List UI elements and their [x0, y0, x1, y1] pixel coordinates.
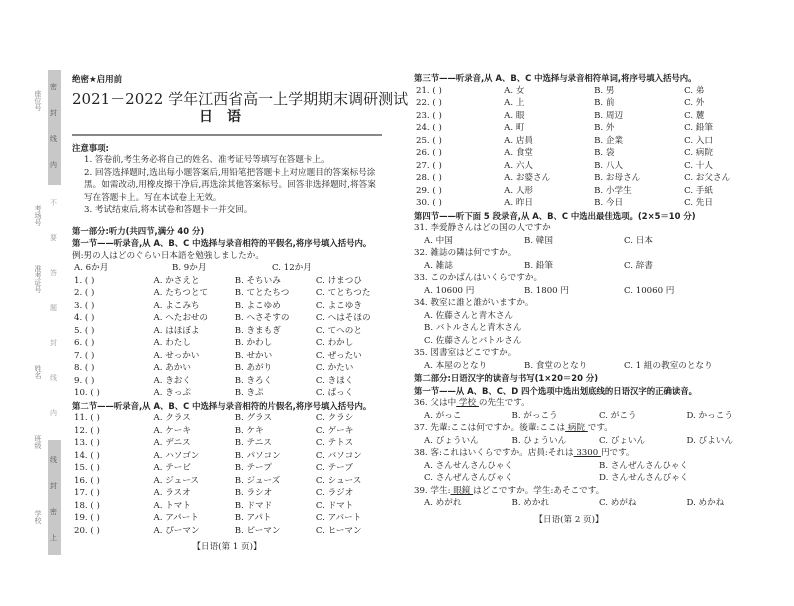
spacer: [72, 217, 397, 225]
question-number: 18. ( ): [74, 500, 100, 511]
option: C. テトス: [315, 438, 354, 448]
option: B. テープ: [234, 463, 272, 473]
option: C. 辞書: [624, 260, 653, 271]
question-number: 22. ( ): [416, 98, 442, 108]
option: B. アパト: [234, 513, 272, 523]
question-row: [414, 160, 774, 173]
question-number: 10. ( ): [74, 388, 100, 398]
option: C. 麓: [684, 110, 705, 121]
option: C. 先日: [684, 198, 713, 208]
question-text: [414, 422, 774, 435]
option: D. めかね: [686, 498, 725, 508]
exam-title: 2021－2022 学年江西省高一上学期期末调研测试: [72, 89, 409, 108]
exam-subject: 日语: [199, 108, 255, 125]
option: B. グラス: [234, 413, 272, 423]
option: B. めかれ: [511, 498, 550, 508]
underlined-word: 病院: [565, 423, 588, 433]
option: B. てとたちつ: [234, 288, 290, 298]
question-row: [414, 135, 774, 148]
question-text: 32. 雑誌の隣は何ですか。: [414, 248, 517, 258]
underlined-word: 学校: [456, 398, 479, 408]
margin-char: 不: [50, 199, 57, 207]
option: A. へたおせの: [153, 313, 208, 323]
option: B. きろく: [234, 375, 273, 386]
question-row: [414, 110, 774, 123]
option: A. 店員: [504, 135, 534, 146]
question-number: 1. ( ): [74, 275, 95, 286]
question-text: [414, 397, 774, 410]
options-row: [414, 435, 774, 448]
option: C. びょいん: [599, 435, 646, 446]
notice-title: 注意事项:: [72, 142, 109, 153]
question-row: [414, 147, 774, 160]
option: C. 弟: [684, 85, 705, 96]
option: B. ドマド: [234, 500, 273, 511]
option: A. あかい: [153, 363, 191, 373]
option: C. ゲーキ: [315, 425, 354, 436]
seal-char: 内: [50, 161, 57, 169]
options-row: [414, 410, 774, 423]
options-row: [414, 460, 774, 473]
option: B. あがり: [234, 363, 273, 373]
margin-char: 内: [50, 409, 57, 417]
option: A. ラスオ: [153, 488, 191, 498]
option: B. さんぜんさんひゃく: [599, 460, 689, 471]
option: B. 外: [594, 123, 615, 133]
option: B. バトルさんと青木さん: [424, 323, 522, 333]
option: A. きおく: [153, 375, 191, 386]
margin-char: 题: [50, 304, 57, 312]
underlined-word: 3300: [573, 448, 601, 458]
option: B. きぷ: [234, 388, 264, 398]
option: A. 佐藤さんと青木さん: [424, 310, 514, 321]
margin-field-label: 考场号: [34, 205, 42, 226]
section-title: 第三节——听录音,从 A、B、C 中选择与录音相符单词,将序号填入括号内。: [414, 73, 697, 83]
seal-char: 线: [50, 135, 57, 143]
option: A. せっかい: [153, 350, 200, 361]
question-number: 6. ( ): [74, 338, 95, 348]
question-row: [72, 462, 397, 475]
option: C. よこゆき: [315, 300, 362, 311]
margin-field-label: 班级: [34, 435, 42, 449]
option: A. トマト: [153, 500, 191, 511]
question-number: 24. ( ): [416, 123, 442, 133]
margin-field-label: 准考证号: [34, 265, 42, 293]
option: A. ぴーマン: [153, 525, 200, 536]
option: A. 上: [504, 98, 525, 108]
option: A. 食堂: [504, 148, 534, 158]
seal-char: 密: [50, 508, 57, 516]
question-row: [414, 172, 774, 185]
option: A. 人形: [504, 185, 534, 196]
margin-char: 答: [50, 269, 57, 277]
part-title: 第一部分:听力(共四节,满分 40 分): [72, 225, 205, 236]
option: C. クラシ: [315, 413, 354, 423]
question-row: [72, 525, 397, 538]
option: B. テニス: [234, 438, 272, 448]
question-prefix: 36. 父は中: [414, 398, 457, 408]
example-question: 例:男の人はどのぐらい日本語を勉強しましたか。: [72, 250, 264, 261]
option: A. 女: [504, 85, 525, 96]
question-row: [414, 97, 774, 110]
option: B. そちいみ: [234, 275, 281, 286]
option: C. 12か月: [272, 263, 312, 273]
question-text: 35. 図書室はどこですか。: [414, 348, 517, 358]
option: B. ピーマン: [234, 525, 281, 536]
question-number: 14. ( ): [74, 450, 100, 461]
option: C. ドマト: [315, 500, 354, 511]
option: C. ぜったい: [315, 350, 362, 361]
question-row: [72, 512, 397, 525]
option: C. 1 組の教室のとなり: [624, 360, 713, 371]
option: C. めがね: [599, 498, 637, 508]
question-row: [72, 275, 397, 288]
question-number: 4. ( ): [74, 313, 95, 323]
option: B. ラシオ: [234, 488, 273, 498]
question-number: 15. ( ): [74, 463, 100, 473]
question-row: [72, 387, 397, 400]
options-row: [414, 235, 774, 248]
option: B. 袋: [594, 148, 615, 158]
option: A. 昨日: [504, 198, 534, 208]
option: C. 佐藤さんとバトルさん: [424, 335, 522, 346]
option: A. お婆さん: [504, 173, 551, 183]
option: C. シュース: [315, 475, 362, 486]
option: B. ケキ: [234, 425, 264, 436]
notice-item: 1. 答卷前,考生务必将自己的姓名、准考证号等填写在答题卡上。: [84, 155, 330, 165]
margin-field-label: 座位号: [34, 90, 42, 111]
option: D. さんせんさんびゃく: [599, 473, 689, 483]
question-suffix: の先生です。: [478, 398, 530, 408]
option: B. 企業: [594, 135, 624, 146]
option: A. わたし: [153, 338, 191, 348]
margin-field-label: 姓名: [34, 365, 42, 379]
option: A. はほぼよ: [153, 325, 200, 336]
option: A. 中国: [424, 235, 453, 246]
question-number: 25. ( ): [416, 135, 442, 146]
option: C. てとちつた: [315, 288, 371, 298]
option: C. バソコン: [315, 450, 362, 461]
option: B. 9か月: [172, 263, 207, 273]
option: A. 六人: [504, 160, 534, 171]
option: C. けまつひ: [315, 275, 362, 286]
question-suffix: はどこですか。学生:あそこです。: [473, 485, 605, 496]
option: C. ラジオ: [315, 488, 354, 498]
question-number: 11. ( ): [74, 413, 100, 423]
question-number: 17. ( ): [74, 488, 100, 498]
question-row: [72, 425, 397, 438]
question-row: [72, 437, 397, 450]
option: A. ジュース: [153, 475, 199, 486]
margin-char: 要: [50, 234, 57, 242]
secret-label: 绝密★启用前: [72, 75, 123, 85]
question-row: [72, 337, 397, 350]
option: A. 雑誌: [424, 260, 453, 271]
option: A. さんせんさんひゃく: [424, 460, 514, 471]
divider: [72, 134, 382, 136]
question-number: 12. ( ): [74, 425, 100, 436]
question-text: 33. このかばんはいくらですか。: [414, 273, 543, 283]
question-number: 8. ( ): [74, 363, 95, 373]
option: A. デニス: [153, 438, 191, 448]
section-title: 第一节——从 A、B、C、D 四个选项中选出划底线的日语汉字的正确读音。: [414, 385, 698, 396]
question-number: 21. ( ): [416, 85, 442, 96]
question-number: 26. ( ): [416, 148, 442, 158]
option: A. がっこ: [424, 410, 462, 421]
option: C. ヒーマン: [315, 525, 362, 536]
option: B. へさそすの: [234, 313, 290, 323]
option: B. 今日: [594, 198, 624, 208]
notice-item: 2. 回答选择题时,选出每小题答案后,用铅笔把答题卡上对应题目的答案标号涂黑。如需改动,用橡皮擦干净后,再选涂其他答案标号。回答非选择题时,将答案写在答题卡上。写在本试卷上无效。: [84, 167, 376, 203]
option: C. 10060 円: [624, 285, 675, 296]
option: B. きまもぎ: [234, 325, 281, 336]
question-prefix: 38. 客:これはいくらですか。店員:それは: [414, 448, 574, 458]
option: C. 外: [684, 98, 705, 108]
option: B. 鉛筆: [524, 260, 553, 271]
option: B. 周辺: [594, 110, 624, 121]
question-row: [72, 300, 397, 313]
question-number: 2. ( ): [74, 288, 95, 298]
option: B. 八人: [594, 160, 624, 171]
options-row: [414, 260, 774, 273]
options-row: [414, 285, 774, 298]
option: B. お母さん: [594, 173, 641, 183]
option: A. 10600 円: [424, 285, 475, 296]
page-2: [414, 72, 774, 526]
question-row: [72, 350, 397, 363]
seal-char: 线: [50, 456, 57, 464]
options-row: [414, 360, 774, 373]
notice-item: 3. 考试结束后,将本试卷和答题卡一并交回。: [84, 205, 253, 215]
question-row: [72, 487, 397, 500]
question-text: 34. 教室に誰と誰がいますか。: [414, 298, 534, 308]
question-number: 16. ( ): [74, 475, 100, 486]
question-row: [72, 475, 397, 488]
question-text: 31. 李爱静さんはどの国の人ですか: [414, 223, 551, 233]
option: A. 町: [504, 123, 525, 133]
question-number: 7. ( ): [74, 350, 95, 361]
example-options: [72, 262, 397, 275]
option: C. てへのと: [315, 325, 362, 336]
option: C. ぱっく: [315, 388, 354, 398]
option: A. アパート: [153, 513, 199, 523]
margin-char: 封: [50, 339, 57, 347]
question-number: 3. ( ): [74, 300, 95, 311]
seal-char: 封: [50, 482, 57, 490]
option: C. さんぜんさんびゃく: [424, 473, 514, 483]
option: B. 男: [594, 85, 615, 96]
question-row: [414, 122, 774, 135]
margin-char: 线: [50, 374, 57, 382]
seal-char: 密: [50, 83, 57, 91]
question-suffix: です。: [587, 423, 613, 433]
option: C. がこう: [599, 410, 637, 421]
option: C. 病院: [684, 148, 713, 158]
option: A. よこみち: [153, 300, 200, 311]
option: D. かっこう: [686, 410, 733, 421]
page-footer: 【日语(第 2 页)】: [534, 514, 604, 525]
option: A. かさえと: [153, 275, 200, 286]
seal-char: 上: [50, 534, 57, 542]
option: B. ジューズ: [234, 475, 281, 486]
question-number: 13. ( ): [74, 438, 100, 448]
section-title: 第四节——听下面 5 段录音,从 A、B、C 中选出最佳选项。(2×5＝10 分): [414, 210, 696, 221]
question-number: 19. ( ): [74, 513, 100, 523]
question-row: [72, 450, 397, 463]
question-row: [72, 287, 397, 300]
option: C. へはそほの: [315, 313, 371, 323]
option: B. 小学生: [594, 185, 632, 196]
question-number: 5. ( ): [74, 325, 95, 336]
margin-field-label: 学校: [34, 510, 42, 524]
page-footer: 【日语(第 1 页)】: [192, 542, 262, 552]
question-text: [414, 485, 774, 498]
section-title: 第一节——听录音,从 A、B、C 中选择与录音相符的平假名,将序号填入括号内。: [72, 238, 372, 248]
option: A. クラス: [153, 413, 191, 423]
question-number: 23. ( ): [416, 110, 442, 121]
option: B. パソコン: [234, 450, 281, 461]
option: C. 鉛筆: [684, 123, 713, 133]
question-number: 20. ( ): [74, 525, 100, 536]
question-prefix: 37. 先輩:ここは何ですか。後輩:ここは: [414, 423, 566, 433]
question-row: [72, 362, 397, 375]
option: C. お父さん: [684, 173, 731, 183]
option: B. ひょういん: [511, 435, 567, 446]
part-title: 第二部分:日语汉字的读音与书写(1×20＝20 分): [414, 373, 599, 383]
option: C. 十人: [684, 160, 713, 171]
option: A. 本屋のとなり: [424, 360, 488, 371]
option: A. きっぷ: [153, 388, 191, 398]
option: A. たちつとて: [153, 288, 209, 298]
option: A. テービ: [153, 463, 191, 473]
option: C. テーブ: [315, 463, 353, 473]
option: A. ケーキ: [153, 425, 191, 436]
question-row: [72, 312, 397, 325]
option: A. 6か月: [74, 263, 109, 273]
question-number: 28. ( ): [416, 173, 442, 183]
option: B. 1800 円: [524, 285, 569, 296]
question-row: [72, 375, 397, 388]
option: B. せかい: [234, 350, 273, 361]
question-number: 30. ( ): [416, 198, 442, 208]
option: B. かわし: [234, 338, 273, 348]
option: C. 入口: [684, 135, 713, 146]
options-row: [414, 497, 774, 510]
page-1: [72, 74, 409, 554]
option: B. よこゆめ: [234, 300, 281, 311]
options-row: [414, 472, 774, 485]
section-title: 第二节——听录音,从 A、B、C 中选择与录音相符的片假名,将序号填入括号内。: [72, 400, 372, 411]
option: C. きほく: [315, 375, 354, 386]
question-prefix: 39. 学生:: [414, 485, 451, 496]
option: B. がっこう: [511, 410, 558, 421]
question-number: 27. ( ): [416, 160, 442, 171]
question-row: [414, 85, 774, 98]
question-number: 29. ( ): [416, 185, 442, 196]
option: D. びよいん: [686, 435, 733, 446]
option: B. 食堂のとなり: [524, 360, 588, 371]
option: A. 眼: [504, 110, 525, 121]
question-row: [414, 185, 774, 198]
question-row: [414, 197, 774, 210]
question-row: [72, 412, 397, 425]
question-text: [414, 447, 774, 460]
option: B. 前: [594, 98, 615, 108]
option: C. 日本: [624, 235, 653, 246]
option: C. かたい: [315, 363, 354, 373]
question-suffix: 円です。: [600, 448, 635, 458]
option: A. びょういん: [424, 435, 479, 446]
underlined-word: 眼鏡: [450, 485, 474, 496]
question-row: [72, 500, 397, 513]
question-row: [72, 325, 397, 338]
option: C. わかし: [315, 338, 354, 348]
option: A. ハソゴン: [153, 450, 200, 461]
seal-char: 封: [50, 109, 57, 117]
option: B. 韓国: [524, 235, 553, 246]
option: C. アバート: [315, 513, 362, 523]
option: C. 手紙: [684, 185, 713, 196]
question-number: 9. ( ): [74, 375, 95, 386]
option: A. めがれ: [424, 498, 462, 508]
